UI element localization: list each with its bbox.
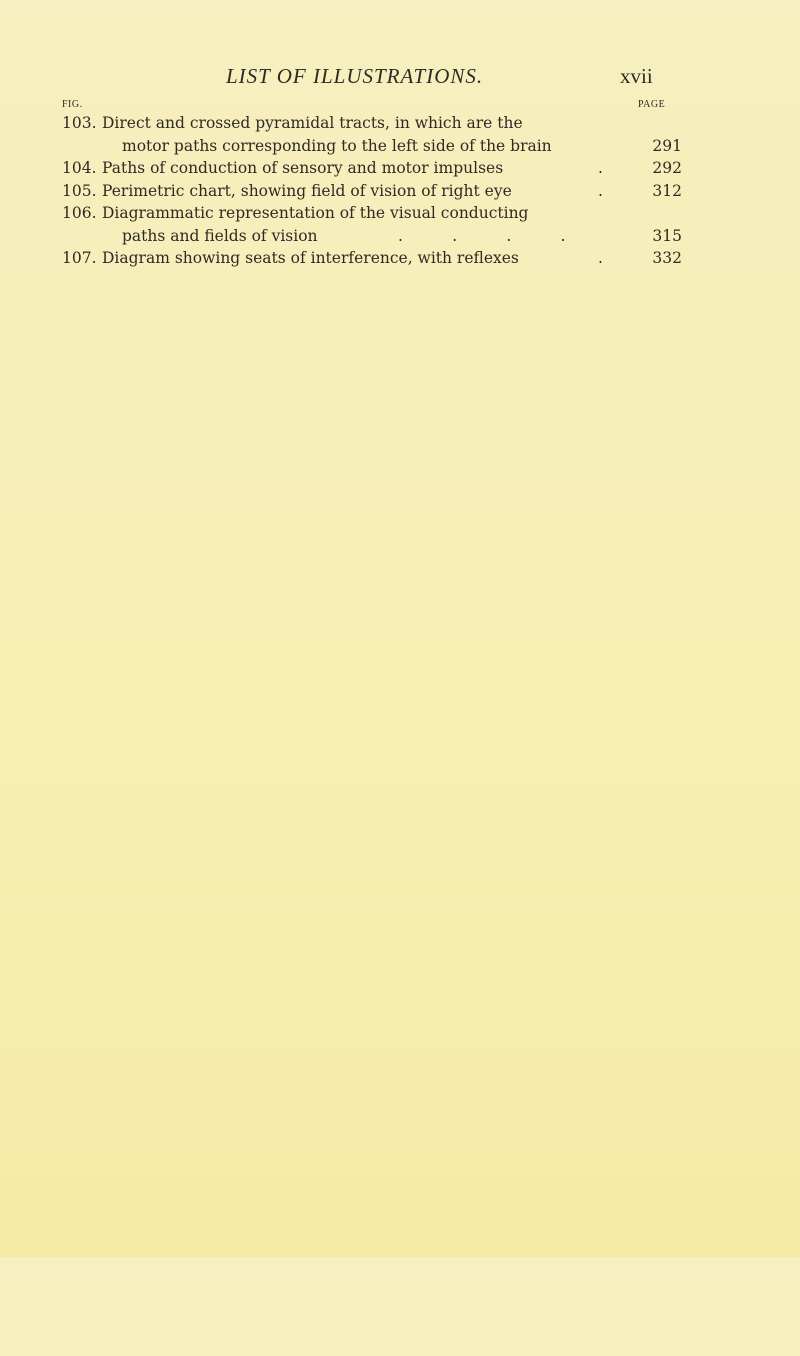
figure-caption-line: Diagram showing seats of interference, with reflexes [102, 249, 519, 267]
list-item [62, 157, 682, 180]
leader-dots: . [598, 181, 603, 200]
list-item [62, 112, 682, 157]
figure-number: 105. [62, 181, 97, 200]
leader-dots: . . . . [398, 226, 566, 245]
list-item [62, 180, 682, 203]
figure-caption-line: paths and fields of vision [122, 226, 318, 245]
figure-caption-line: Diagrammatic representation of the visual conducting [102, 204, 529, 222]
page-ref: 292 [652, 159, 682, 177]
page-column-label: PAGE [638, 99, 666, 110]
figure-caption-line: Paths of conduction of sensory and motor impulses [102, 159, 504, 177]
page-ref: 332 [652, 249, 682, 267]
page-ref: 291 [652, 136, 682, 155]
figure-number: 107. [62, 249, 97, 267]
page-ref: 315 [652, 226, 682, 245]
figure-caption-line: Direct and crossed pyramidal tracts, in which are the [102, 114, 523, 132]
running-title: LIST OF ILLUSTRATIONS. [226, 64, 484, 88]
list-item [62, 202, 682, 247]
figure-number: 104. [62, 159, 97, 177]
figure-caption-line: Perimetric chart, showing field of vision of right eye [102, 181, 512, 200]
figure-number: 103. [62, 114, 97, 132]
illustration-list [62, 112, 682, 270]
leader-dots: . [598, 159, 603, 177]
page-number: xvii [620, 64, 653, 88]
figure-caption-line: motor paths corresponding to the left side of the brain [122, 136, 552, 155]
list-item [62, 247, 682, 270]
page-ref: 312 [652, 181, 682, 200]
figure-number: 106. [62, 204, 97, 222]
leader-dots: . [598, 249, 603, 267]
fig-column-label: FIG. [62, 99, 83, 110]
